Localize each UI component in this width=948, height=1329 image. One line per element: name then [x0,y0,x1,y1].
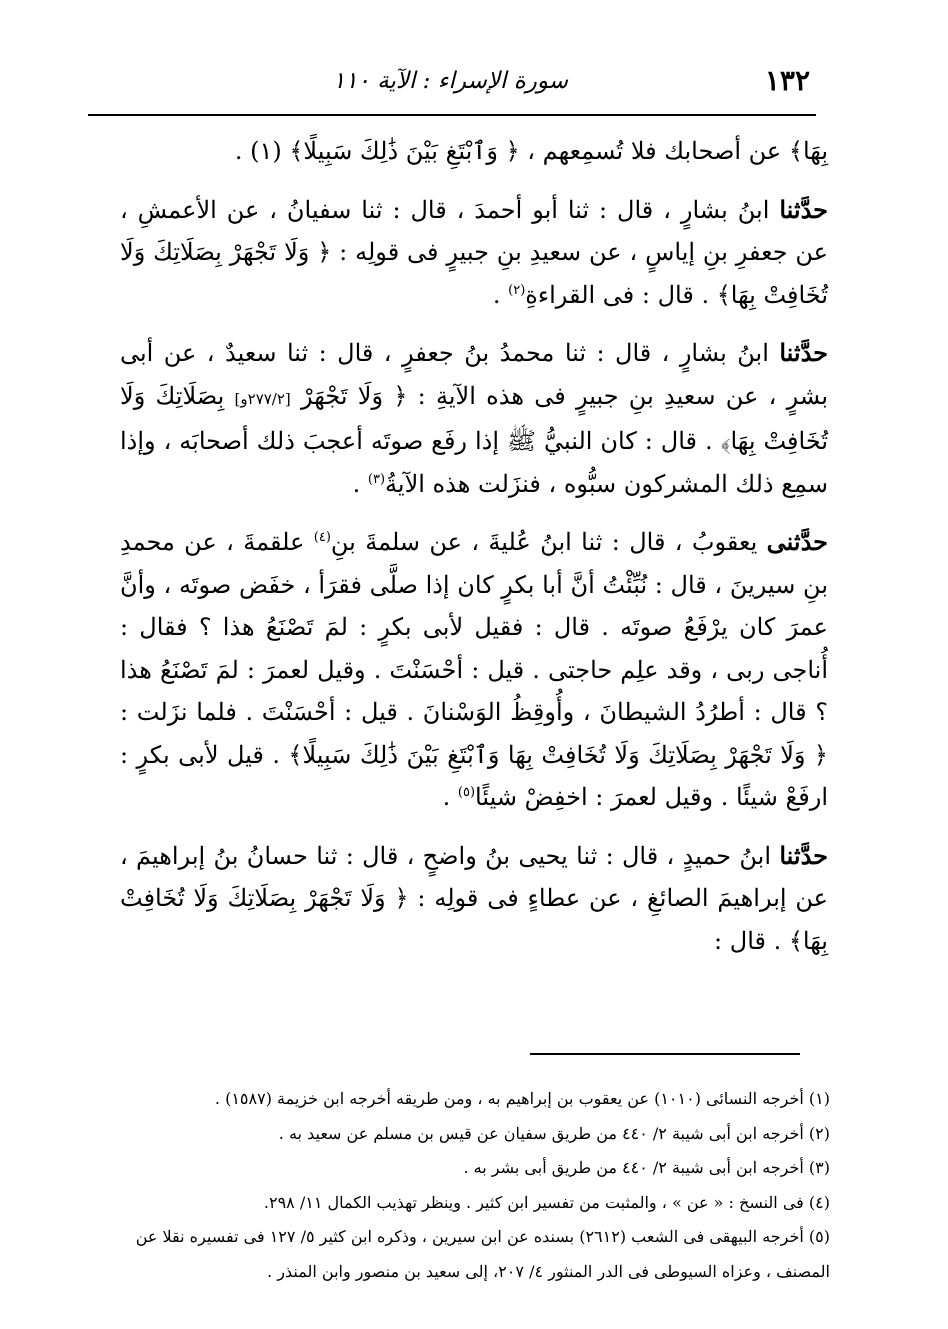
footnote-2: (٢) أخرجه ابن أبى شيبة ٢/ ٤٤٠ من طريق سفيان عن قيس بن مسلم عن سعيد به . [278,1123,830,1143]
paragraph-text: بِهَا﴾ عن أصحابك فلا تُسمِعهم ، ﴿ وَٱبْتَغِ بَيْنَ ذَٰلِكَ سَبِيلًا﴾ (١) . [234,137,828,165]
paragraph-1 [120,130,828,173]
page-number: ١٣٢ [764,64,810,97]
paragraph-4 [120,521,828,819]
paragraph-tail: . [492,280,509,309]
paragraph-5 [120,835,828,963]
narration-lead: حدَّثنا [779,840,828,870]
footnote-marker[interactable]: (٥) [457,785,476,800]
paragraph-text: يعقوبُ ، قال : ثنا ابنُ عُليةَ ، عن سلمةَ بنِ [330,528,767,556]
paragraph-3 [120,332,828,505]
paragraph-2 [120,189,828,317]
footnotes [118,1082,830,1289]
paragraph-tail: . [352,469,368,498]
paragraph-text-continued: علقمةَ ، عن محمدِ بنِ سيرينَ ، قال : نُبِّئْتُ أنَّ أبا بكرٍ كان إذا صلَّى فقرَأ ، خفَض صوتَه ، وأنَّ عمرَ كان يرْفَعُ صوتَه . قال : فقيل لأبى بكرٍ : لمَ تَصْنَعُ هذا ؟ فقال : أُناجى ربى ، وقد علِم حاجتى . قيل : أحْسَنْتَ . وقيل لعمرَ : لمَ تَصْنَعُ هذا ؟ قال : أطرُدُ الشيطانَ ، وأُوقِظُ الوَسْنانَ . قيل : أحْسَنْتَ . فلما نزَلت : ﴿ وَلَا تَجْهَرْ بِصَلَاتِكَ وَلَا تُخَافِتْ بِهَا وَٱبْتَغِ بَيْنَ ذَٰلِكَ سَبِيلًا﴾ . قيل لأبى بكرٍ : ارفَعْ شيئًا . وقيل لعمرَ : اخفِضْ شيئًا [120,528,828,811]
paragraph-text: ابنُ بشارٍ ، قال : ثنا محمدُ بنُ جعفرٍ ، قال : ثنا سعيدٌ ، عن أبى بشرٍ ، عن سعيدِ بنِ جبيرٍ فى هذه الآيةِ : ﴿ وَلَا تَجْهَرْ [120,339,828,410]
paragraph-text-continued: بِصَلَاتِكَ وَلَا تُخَافِتْ بِهَا﴾ . قال : كان النبيُّ ﷺ إذا رفَع صوتَه أعجبَ ذلك أصحابَه ، وإذا سمِع ذلك المشركون سبُّوه ، فنزَلت هذه الآيةُ [120,381,828,498]
footnote-5: (٥) أخرجه البيهقى فى الشعب (٢٦١٢) بسنده عن ابن سيرين ، وذكره ابن كثير ٥/ ١٢٧ فى تفسيره نقلا عن المصنف ، وعزاه السيوطى فى الدر المنثور ٤/ ٢٠٧، إلى سعيد بن منصور وابن المنذر . [135,1227,830,1281]
narration-lead: حدَّثنى [766,527,829,556]
footnote-marker[interactable]: (٤) [313,530,331,545]
footnote-separator [530,1053,800,1055]
narration-lead: حدَّثنا [779,338,828,367]
footnote-marker[interactable]: (٢) [508,282,526,298]
page-header [88,58,816,116]
volume-page-marker: [٢٧٧/٢و] [234,389,291,408]
footnote-3: (٣) أخرجه ابن أبى شيبة ٢/ ٤٤٠ من طريق أبى بشر به . [463,1158,830,1177]
main-text [120,130,828,962]
paragraph-tail: . [442,783,458,811]
paragraph-text: ابنُ بشارٍ ، قال : ثنا أبو أحمدَ ، قال : ثنا سفيانُ ، عن الأعمشِ ، عن جعفرِ بنِ إياسٍ ، عن سعيدِ بنِ جبيرٍ فى قولِه : ﴿ وَلَا تَجْهَرْ بِصَلَاتِكَ وَلَا تُخَافِتْ بِهَا﴾ . قال : فى القراءةِ [120,195,828,309]
footnote-marker[interactable]: (٣) [367,471,386,487]
footnote-4: (٤) فى النسخ : « عن » ، والمثبت من تفسير ابن كثير . وينظر تهذيب الكمال ١١/ ٢٩٨. [263,1192,830,1212]
paragraph-text: ابنُ حميدٍ ، قال : ثنا يحيى بنُ واضحٍ ، قال : ثنا حسانُ بنُ إبراهيمَ ، عن إبراهيمَ الصائغِ ، عن عطاءٍ فى قولِه : ﴿ وَلَا تَجْهَرْ بِصَلَاتِكَ وَلَا تُخَافِتْ بِهَا﴾ . قال : [120,841,828,955]
narration-lead: حدَّثنا [779,194,828,224]
footnote-1: (١) أخرجه النسائى (١٠١٠) عن يعقوب بن إبراهيم به ، ومن طريقه أخرجه ابن خزيمة (١٥٨٧) . [214,1089,830,1108]
running-title: سورة الإسراء : الآية ١١٠ [332,68,568,94]
